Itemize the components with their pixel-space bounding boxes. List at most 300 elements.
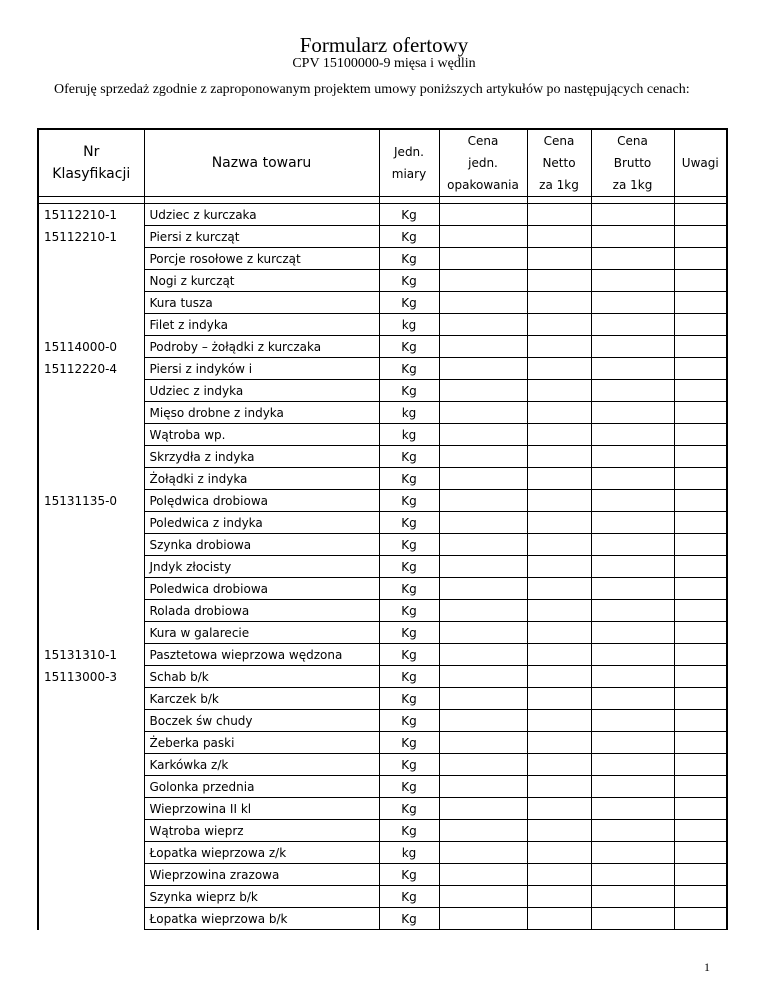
cell-price-gross[interactable] <box>591 710 674 732</box>
cell-price-unit[interactable] <box>439 512 527 534</box>
header-price-gross-line1: Cena <box>617 134 648 148</box>
cell-price-gross[interactable] <box>591 204 674 226</box>
cell-nr <box>38 842 144 864</box>
cell-price-gross[interactable] <box>591 336 674 358</box>
spacer-cell <box>38 197 144 204</box>
cell-notes[interactable] <box>674 644 727 666</box>
cell-price-unit[interactable] <box>439 446 527 468</box>
cell-price-unit[interactable] <box>439 358 527 380</box>
cell-price-unit[interactable] <box>439 776 527 798</box>
header-nr-line2: Klasyfikacji <box>52 166 131 182</box>
cell-nr: 15131310-1 <box>38 644 144 666</box>
table-row <box>38 248 727 270</box>
cell-nr <box>38 248 144 270</box>
cell-price-unit[interactable] <box>439 556 527 578</box>
table-row <box>38 842 727 864</box>
cell-nr <box>38 380 144 402</box>
cell-notes[interactable] <box>674 446 727 468</box>
header-price-net-line2: Netto <box>542 156 576 170</box>
table-header-row <box>38 129 727 197</box>
cell-price-net[interactable] <box>527 622 591 644</box>
table-row <box>38 864 727 886</box>
intro-text: Oferuję sprzedaż zgodnie z zaproponowanym projektem umowy poniższych artykułów po następujących cenach: <box>54 82 690 97</box>
cell-notes[interactable] <box>674 908 727 930</box>
cell-price-net[interactable] <box>527 468 591 490</box>
cell-notes[interactable] <box>674 688 727 710</box>
header-price-gross-line3: za 1kg <box>612 178 653 192</box>
cell-price-net[interactable] <box>527 600 591 622</box>
cell-nr <box>38 556 144 578</box>
cell-nr <box>38 512 144 534</box>
cell-unit: Kg <box>379 578 439 600</box>
cell-price-net[interactable] <box>527 534 591 556</box>
cell-price-unit[interactable] <box>439 226 527 248</box>
cell-price-unit[interactable] <box>439 644 527 666</box>
cell-nr <box>38 402 144 424</box>
cell-nr <box>38 424 144 446</box>
table-body <box>38 197 727 930</box>
cell-notes[interactable] <box>674 468 727 490</box>
cell-price-net[interactable] <box>527 688 591 710</box>
cell-unit: kg <box>379 842 439 864</box>
cell-notes[interactable] <box>674 204 727 226</box>
table-row <box>38 226 727 248</box>
cell-unit: kg <box>379 402 439 424</box>
cell-name: Kura tusza <box>144 292 379 314</box>
cell-notes[interactable] <box>674 556 727 578</box>
cell-name: Rolada drobiowa <box>144 600 379 622</box>
cell-name: Nogi z kurcząt <box>144 270 379 292</box>
cell-notes[interactable] <box>674 490 727 512</box>
cell-nr: 15114000-0 <box>38 336 144 358</box>
cell-name: Polędwica drobiowa <box>144 490 379 512</box>
cell-price-gross[interactable] <box>591 644 674 666</box>
spacer-cell <box>591 197 674 204</box>
cell-notes[interactable] <box>674 226 727 248</box>
cell-price-net[interactable] <box>527 908 591 930</box>
table-row <box>38 798 727 820</box>
table-row <box>38 468 727 490</box>
cell-price-unit[interactable] <box>439 248 527 270</box>
cell-unit: Kg <box>379 358 439 380</box>
cell-price-net[interactable] <box>527 490 591 512</box>
cell-price-net[interactable] <box>527 314 591 336</box>
table-row <box>38 204 727 226</box>
cell-price-unit[interactable] <box>439 666 527 688</box>
cell-unit: Kg <box>379 600 439 622</box>
header-unit <box>379 129 439 197</box>
table-row <box>38 622 727 644</box>
cell-name: Filet z indyka <box>144 314 379 336</box>
cell-price-unit[interactable] <box>439 908 527 930</box>
cell-price-gross[interactable] <box>591 248 674 270</box>
table-row <box>38 732 727 754</box>
cell-price-net[interactable] <box>527 556 591 578</box>
cell-price-unit[interactable] <box>439 820 527 842</box>
table-row <box>38 666 727 688</box>
cell-unit: Kg <box>379 688 439 710</box>
cell-unit: Kg <box>379 798 439 820</box>
cell-price-unit[interactable] <box>439 600 527 622</box>
cell-nr <box>38 908 144 930</box>
cell-notes[interactable] <box>674 798 727 820</box>
table-row <box>38 644 727 666</box>
table-row <box>38 534 727 556</box>
cell-name: Mięso drobne z indyka <box>144 402 379 424</box>
table-row <box>38 600 727 622</box>
cell-notes[interactable] <box>674 424 727 446</box>
document-subtitle: CPV 15100000-9 mięsa i wędlin <box>292 56 476 71</box>
cell-price-net[interactable] <box>527 754 591 776</box>
cell-notes[interactable] <box>674 842 727 864</box>
cell-price-gross[interactable] <box>591 270 674 292</box>
header-price-unit-line1: Cena <box>467 134 499 148</box>
cell-price-gross[interactable] <box>591 886 674 908</box>
cell-nr <box>38 732 144 754</box>
cell-price-unit[interactable] <box>439 754 527 776</box>
cell-nr <box>38 688 144 710</box>
cell-price-gross[interactable] <box>591 732 674 754</box>
cell-nr <box>38 710 144 732</box>
cell-notes[interactable] <box>674 380 727 402</box>
header-price-unit <box>439 129 527 197</box>
spacer-cell <box>144 197 379 204</box>
table-row <box>38 776 727 798</box>
cell-nr <box>38 468 144 490</box>
cell-name: Wątroba wp. <box>144 424 379 446</box>
cell-name: Żeberka paski <box>144 732 379 754</box>
cell-price-gross[interactable] <box>591 292 674 314</box>
document-title: Formularz ofertowy <box>299 33 469 57</box>
header-price-net-line3: za 1kg <box>539 178 579 192</box>
table-row <box>38 490 727 512</box>
cell-price-gross[interactable] <box>591 578 674 600</box>
cell-name: Skrzydła z indyka <box>144 446 379 468</box>
header-unit-line2: miary <box>391 167 427 181</box>
cell-notes[interactable] <box>674 248 727 270</box>
cell-price-gross[interactable] <box>591 864 674 886</box>
table-row <box>38 886 727 908</box>
cell-price-net[interactable] <box>527 204 591 226</box>
cell-name: Schab b/k <box>144 666 379 688</box>
cell-unit: Kg <box>379 776 439 798</box>
cell-unit: Kg <box>379 468 439 490</box>
cell-nr <box>38 754 144 776</box>
cell-unit: Kg <box>379 908 439 930</box>
cell-nr <box>38 446 144 468</box>
cell-unit: Kg <box>379 270 439 292</box>
cell-price-gross[interactable] <box>591 688 674 710</box>
cell-notes[interactable] <box>674 600 727 622</box>
cell-name: Piersi z indyków i <box>144 358 379 380</box>
table-row <box>38 556 727 578</box>
cell-nr <box>38 820 144 842</box>
cell-notes[interactable] <box>674 666 727 688</box>
header-price-net <box>527 129 591 197</box>
cell-price-gross[interactable] <box>591 798 674 820</box>
cell-price-gross[interactable] <box>591 908 674 930</box>
cell-notes[interactable] <box>674 534 727 556</box>
cell-notes[interactable] <box>674 358 727 380</box>
cell-name: Udziec z indyka <box>144 380 379 402</box>
cell-name: Podroby – żołądki z kurczaka <box>144 336 379 358</box>
cell-price-net[interactable] <box>527 666 591 688</box>
cell-price-net[interactable] <box>527 226 591 248</box>
cell-notes[interactable] <box>674 292 727 314</box>
cell-price-unit[interactable] <box>439 534 527 556</box>
cell-price-unit[interactable] <box>439 842 527 864</box>
cell-name: Łopatka wieprzowa b/k <box>144 908 379 930</box>
cell-nr <box>38 292 144 314</box>
cell-unit: Kg <box>379 864 439 886</box>
cell-notes[interactable] <box>674 622 727 644</box>
cell-price-unit[interactable] <box>439 710 527 732</box>
cell-unit: kg <box>379 314 439 336</box>
cell-nr <box>38 776 144 798</box>
cell-price-net[interactable] <box>527 578 591 600</box>
cell-nr: 15131135-0 <box>38 490 144 512</box>
cell-price-unit[interactable] <box>439 798 527 820</box>
cell-price-gross[interactable] <box>591 402 674 424</box>
header-nr <box>38 129 144 197</box>
header-name-label: Nazwa towaru <box>211 155 312 171</box>
cell-nr: 15112210-1 <box>38 204 144 226</box>
spacer-cell <box>674 197 727 204</box>
table-row <box>38 424 727 446</box>
page-number: 1 <box>704 960 710 974</box>
cell-price-unit[interactable] <box>439 292 527 314</box>
cell-nr <box>38 314 144 336</box>
cell-price-gross[interactable] <box>591 490 674 512</box>
cell-price-net[interactable] <box>527 886 591 908</box>
cell-unit: Kg <box>379 710 439 732</box>
cell-notes[interactable] <box>674 578 727 600</box>
cell-price-net[interactable] <box>527 864 591 886</box>
cell-price-net[interactable] <box>527 270 591 292</box>
cell-unit: Kg <box>379 490 439 512</box>
cell-nr <box>38 600 144 622</box>
cell-price-net[interactable] <box>527 820 591 842</box>
cell-notes[interactable] <box>674 732 727 754</box>
cell-price-gross[interactable] <box>591 314 674 336</box>
cell-unit: Kg <box>379 886 439 908</box>
header-notes <box>674 129 727 197</box>
cell-price-unit[interactable] <box>439 336 527 358</box>
cell-nr <box>38 534 144 556</box>
cell-price-net[interactable] <box>527 402 591 424</box>
cell-name: Wieprzowina II kl <box>144 798 379 820</box>
cell-price-gross[interactable] <box>591 556 674 578</box>
cell-name: Szynka wieprz b/k <box>144 886 379 908</box>
cell-price-gross[interactable] <box>591 600 674 622</box>
cell-unit: Kg <box>379 248 439 270</box>
cell-name: Boczek św chudy <box>144 710 379 732</box>
table-row <box>38 512 727 534</box>
cell-price-net[interactable] <box>527 798 591 820</box>
cell-nr <box>38 864 144 886</box>
cell-price-unit[interactable] <box>439 490 527 512</box>
cell-price-net[interactable] <box>527 446 591 468</box>
cell-price-gross[interactable] <box>591 512 674 534</box>
table-row <box>38 710 727 732</box>
cell-name: Wątroba wieprz <box>144 820 379 842</box>
offer-table <box>37 128 728 930</box>
cell-price-unit[interactable] <box>439 732 527 754</box>
cell-price-gross[interactable] <box>591 468 674 490</box>
cell-price-net[interactable] <box>527 512 591 534</box>
table-row <box>38 358 727 380</box>
cell-price-unit[interactable] <box>439 204 527 226</box>
cell-unit: Kg <box>379 534 439 556</box>
cell-price-gross[interactable] <box>591 820 674 842</box>
cell-price-net[interactable] <box>527 644 591 666</box>
cell-price-gross[interactable] <box>591 358 674 380</box>
cell-price-unit[interactable] <box>439 270 527 292</box>
cell-price-unit[interactable] <box>439 424 527 446</box>
table-row <box>38 908 727 930</box>
header-price-unit-line2: jedn. <box>468 156 498 170</box>
cell-notes[interactable] <box>674 710 727 732</box>
cell-price-gross[interactable] <box>591 666 674 688</box>
cell-notes[interactable] <box>674 754 727 776</box>
cell-nr <box>38 622 144 644</box>
cell-notes[interactable] <box>674 314 727 336</box>
cell-name: Porcje rosołowe z kurcząt <box>144 248 379 270</box>
cell-unit: Kg <box>379 644 439 666</box>
cell-name: Karczek b/k <box>144 688 379 710</box>
cell-price-unit[interactable] <box>439 886 527 908</box>
header-notes-label: Uwagi <box>681 156 719 170</box>
table-row <box>38 292 727 314</box>
cell-price-gross[interactable] <box>591 754 674 776</box>
cell-nr: 15112220-4 <box>38 358 144 380</box>
cell-price-unit[interactable] <box>439 380 527 402</box>
cell-name: Łopatka wieprzowa z/k <box>144 842 379 864</box>
cell-notes[interactable] <box>674 336 727 358</box>
cell-name: Golonka przednia <box>144 776 379 798</box>
cell-price-net[interactable] <box>527 336 591 358</box>
cell-nr <box>38 578 144 600</box>
cell-name: Udziec z kurczaka <box>144 204 379 226</box>
table-row <box>38 402 727 424</box>
cell-unit: Kg <box>379 754 439 776</box>
cell-name: Pasztetowa wieprzowa wędzona <box>144 644 379 666</box>
cell-name: Szynka drobiowa <box>144 534 379 556</box>
cell-unit: Kg <box>379 204 439 226</box>
table-spacer-row <box>38 197 727 204</box>
cell-price-unit[interactable] <box>439 864 527 886</box>
header-price-unit-line3: opakowania <box>447 178 519 192</box>
cell-notes[interactable] <box>674 270 727 292</box>
cell-price-gross[interactable] <box>591 622 674 644</box>
cell-unit: Kg <box>379 732 439 754</box>
cell-name: Piersi z kurcząt <box>144 226 379 248</box>
header-unit-line1: Jedn. <box>394 145 424 159</box>
cell-unit: Kg <box>379 556 439 578</box>
cell-price-gross[interactable] <box>591 776 674 798</box>
cell-notes[interactable] <box>674 886 727 908</box>
cell-price-unit[interactable] <box>439 578 527 600</box>
cell-unit: kg <box>379 424 439 446</box>
cell-price-net[interactable] <box>527 248 591 270</box>
cell-name: Kura w galarecie <box>144 622 379 644</box>
cell-unit: Kg <box>379 820 439 842</box>
cell-price-unit[interactable] <box>439 622 527 644</box>
cell-nr <box>38 270 144 292</box>
table-row <box>38 380 727 402</box>
cell-unit: Kg <box>379 292 439 314</box>
table-row <box>38 336 727 358</box>
cell-name: Poledwica drobiowa <box>144 578 379 600</box>
header-nr-line1: Nr <box>83 144 100 160</box>
cell-nr: 15113000-3 <box>38 666 144 688</box>
header-price-gross <box>591 129 674 197</box>
table-row <box>38 820 727 842</box>
cell-price-gross[interactable] <box>591 534 674 556</box>
cell-nr <box>38 798 144 820</box>
header-price-net-line1: Cena <box>543 134 575 148</box>
table-row <box>38 314 727 336</box>
cell-price-net[interactable] <box>527 710 591 732</box>
cell-unit: Kg <box>379 226 439 248</box>
cell-notes[interactable] <box>674 402 727 424</box>
cell-nr <box>38 886 144 908</box>
cell-notes[interactable] <box>674 776 727 798</box>
cell-price-net[interactable] <box>527 776 591 798</box>
cell-unit: Kg <box>379 512 439 534</box>
cell-unit: Kg <box>379 380 439 402</box>
cell-notes[interactable] <box>674 512 727 534</box>
header-price-gross-line2: Brutto <box>613 156 652 170</box>
table-row <box>38 270 727 292</box>
cell-price-gross[interactable] <box>591 380 674 402</box>
cell-price-net[interactable] <box>527 292 591 314</box>
cell-price-unit[interactable] <box>439 314 527 336</box>
cell-price-net[interactable] <box>527 358 591 380</box>
cell-name: Poledwica z indyka <box>144 512 379 534</box>
table-row <box>38 578 727 600</box>
cell-price-net[interactable] <box>527 380 591 402</box>
spacer-cell <box>527 197 591 204</box>
table-row <box>38 688 727 710</box>
cell-price-gross[interactable] <box>591 226 674 248</box>
header-name <box>144 129 379 197</box>
cell-notes[interactable] <box>674 864 727 886</box>
cell-unit: Kg <box>379 622 439 644</box>
cell-notes[interactable] <box>674 820 727 842</box>
cell-name: Karkówka z/k <box>144 754 379 776</box>
spacer-cell <box>379 197 439 204</box>
cell-price-unit[interactable] <box>439 688 527 710</box>
cell-name: Żołądki z indyka <box>144 468 379 490</box>
cell-price-gross[interactable] <box>591 424 674 446</box>
cell-name: Wieprzowina zrazowa <box>144 864 379 886</box>
cell-price-net[interactable] <box>527 732 591 754</box>
table-row <box>38 754 727 776</box>
cell-price-gross[interactable] <box>591 446 674 468</box>
spacer-cell <box>439 197 527 204</box>
cell-unit: Kg <box>379 336 439 358</box>
cell-price-gross[interactable] <box>591 842 674 864</box>
cell-price-net[interactable] <box>527 424 591 446</box>
table-row <box>38 446 727 468</box>
cell-price-net[interactable] <box>527 842 591 864</box>
cell-name: Jndyk złocisty <box>144 556 379 578</box>
cell-unit: Kg <box>379 666 439 688</box>
cell-price-unit[interactable] <box>439 402 527 424</box>
cell-price-unit[interactable] <box>439 468 527 490</box>
cell-unit: Kg <box>379 446 439 468</box>
